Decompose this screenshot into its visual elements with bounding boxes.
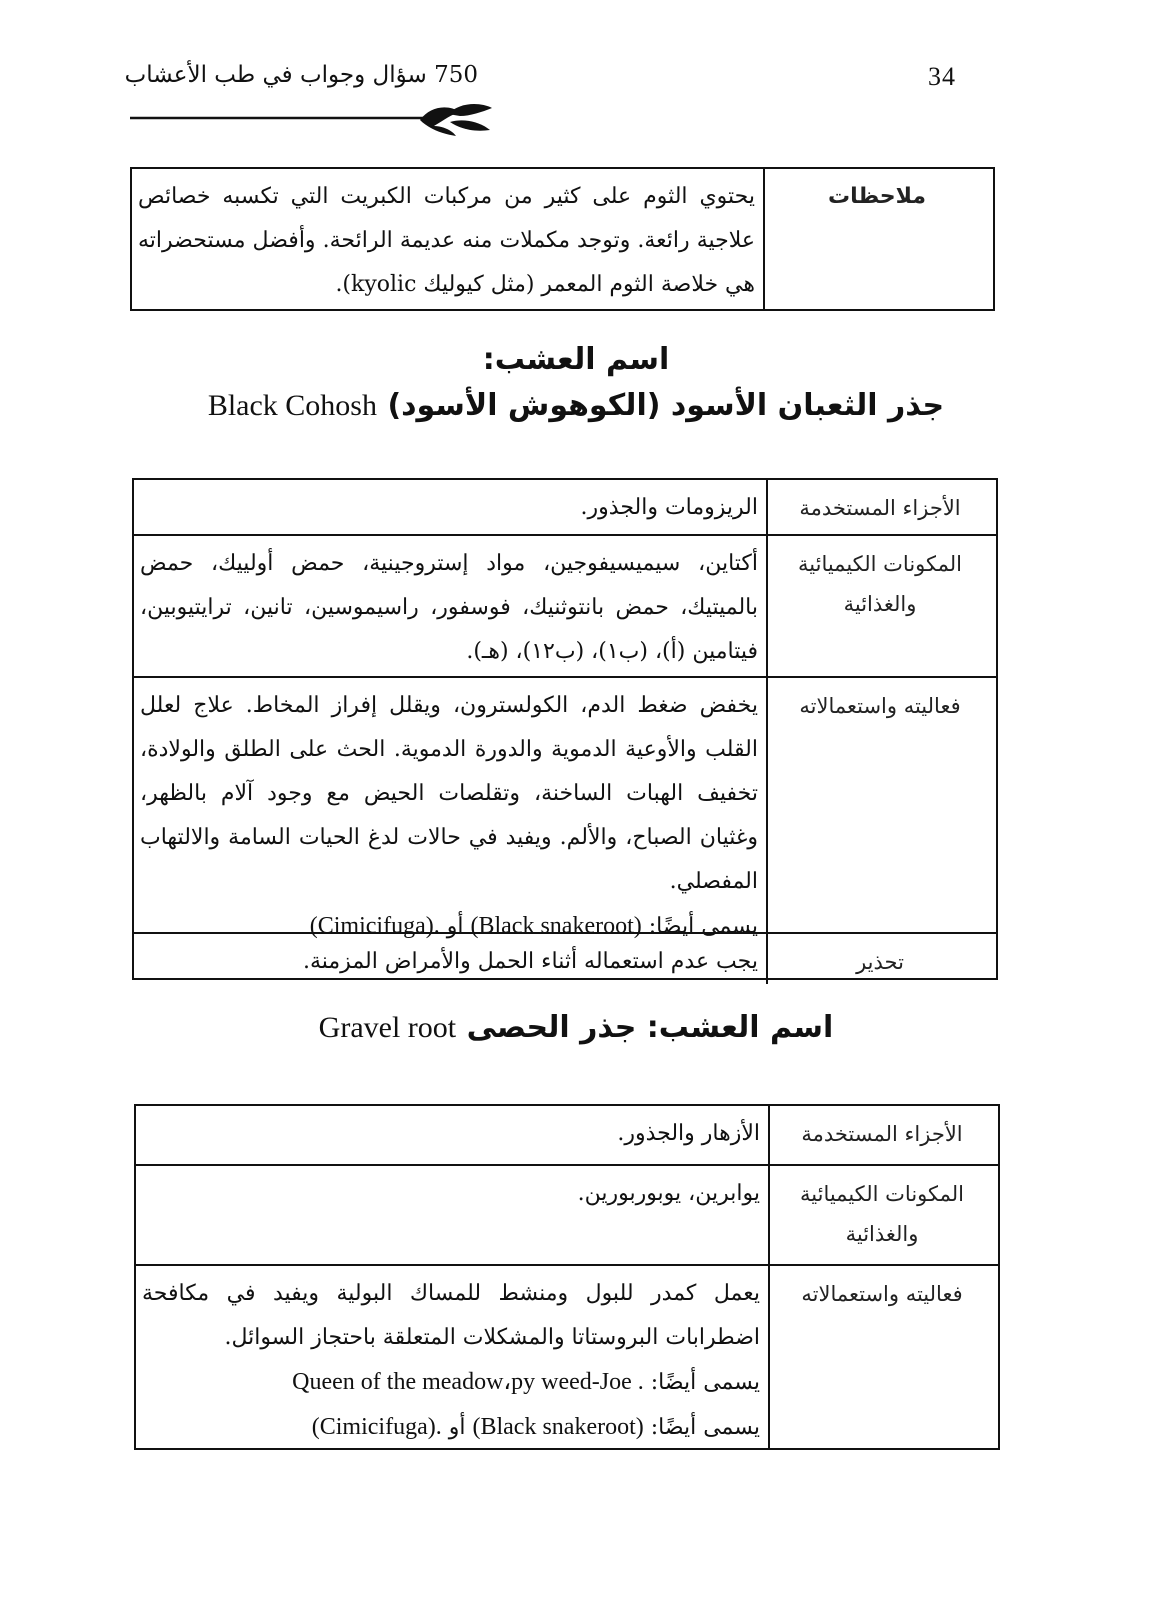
row-label: المكونات الكيميائية والغذائية [768,1166,998,1264]
row-label: الأجزاء المستخدمة [768,1106,998,1164]
herb-arabic-name: جذر الحصى [466,1010,637,1045]
row-value [134,678,766,939]
herb-name-prefix: اسم العشب: [646,1010,834,1045]
alt-name: (Black snakeroot) [470,913,642,939]
table-row [134,932,996,984]
herb-name-heading [0,342,1152,377]
herb-name-title [0,1010,1152,1045]
gravel-root-table [134,1104,1000,1450]
or-word: أو [448,1415,466,1440]
row-value: الأزهار والجذور. [617,1121,760,1146]
row-value: أكتاين، سيميسيفوجين، مواد إستروجينية، حمض أولييك، حمض بالميتيك، حمض بانتوثنيك، فوسفور، راسيموسين، تانين، ترايتيوبين، فيتامين (أ)، (ب١)، (ب١٢)، (هـ). [140,551,758,664]
row-label: الأجزاء المستخدمة [766,480,996,534]
herb-name-prefix: اسم العشب: [482,342,670,377]
row-label: ملاحظات [763,169,993,309]
row-value: الريزومات والجذور. [580,495,758,520]
row-label: فعاليته واستعمالاته [768,1266,998,1450]
or-word: أو [446,914,464,939]
herb-arabic-name: جذر الثعبان الأسود (الكوهوش الأسود) [387,388,945,423]
table-row [136,1264,998,1450]
row-value [136,1266,768,1450]
row-value: يوابرين، يوبوربورين. [577,1181,760,1206]
row-value: يحتوي الثوم على كثير من مركبات الكبريت التي تكسبه خصائص علاجية رائعة. وتوجد مكملات منه عديمة الرائحة. وأفضل مستحضراته هي خلاصة الثوم المعمر (مثل كيوليك kyolic). [138,184,755,297]
running-title: 750 سؤال وجواب في طب الأعشاب [124,62,478,88]
page-number: 34 [928,62,956,91]
row-label: تحذير [766,934,996,984]
table-row [134,534,996,676]
alt-name: (Cimicifuga). [309,913,440,939]
table-row [136,1164,998,1264]
row-value-text: يخفض ضغط الدم، الكولسترون، ويقلل إفراز المخاط. علاج لعلل القلب والأوعية الدموية والدورة الدموية. الحث على الطلق والولادة، تخفيف الهبات الساخنة، وتقلصات الحيض مع وجود آلام بالظهر، وغثيان الصباح، والألم. ويفيد في حالات لدغ الحيات السامة والالتهاب المفصلي. [140,693,758,894]
page-header [0,0,1152,140]
leaf-ornament-icon [130,100,500,140]
also-called-label: يسمى أيضًا: [648,914,758,939]
herb-name-title [0,388,1152,423]
row-value-text: يعمل كمدر للبول ومنشط للمساك البولية ويفيد في مكافحة اضطرابات البروستاتا والمشكلات المتعلقة باحتجاز السوائل. [142,1281,760,1350]
row-label: المكونات الكيميائية والغذائية [766,536,996,676]
also-called-label: يسمى أيضًا: [650,1415,760,1440]
alt-name: Queen of the meadow،py weed-Joe . [292,1369,644,1395]
alt-name: (Black snakeroot) [472,1414,644,1440]
table-row [136,1106,998,1164]
also-called-label: يسمى أيضًا: [650,1370,760,1395]
table-row [134,676,996,939]
row-label: فعاليته واستعمالاته [766,678,996,932]
alt-name: (Cimicifuga). [311,1414,442,1440]
black-cohosh-table [132,478,998,980]
notes-table [130,167,995,311]
table-row [132,169,993,313]
row-value: يجب عدم استعماله أثناء الحمل والأمراض المزمنة. [302,949,758,974]
table-row [134,480,996,534]
herb-latin-name: Gravel root [318,1011,457,1044]
herb-latin-name: Black Cohosh [207,389,377,422]
